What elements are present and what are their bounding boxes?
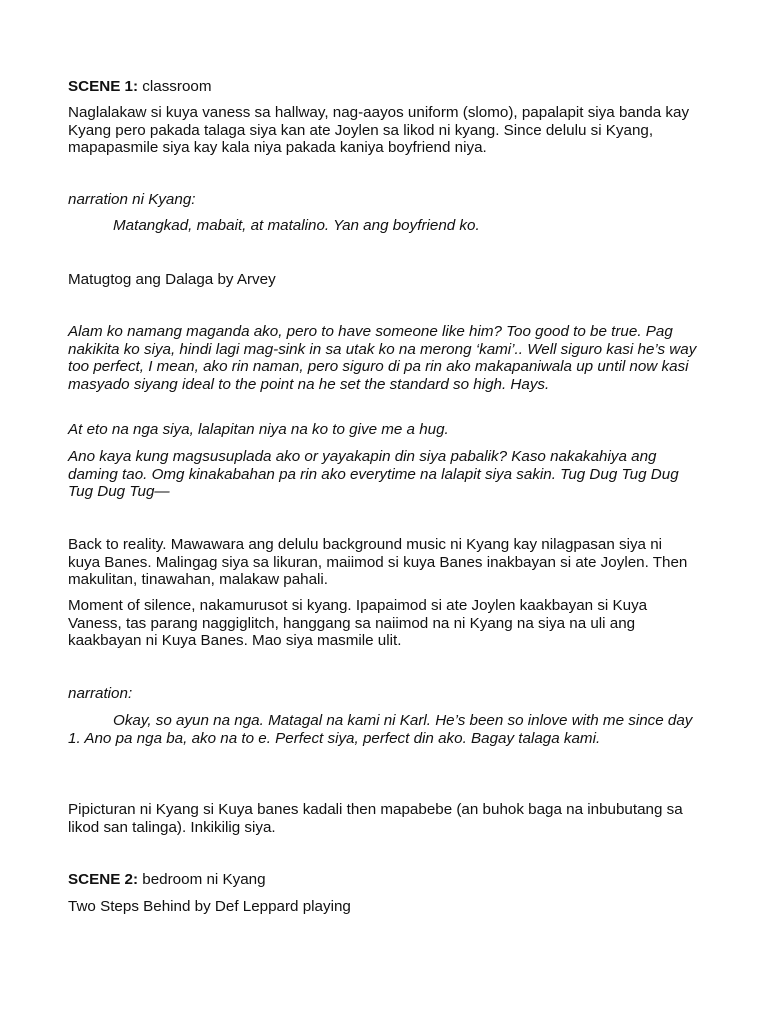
music-cue-def-leppard: Two Steps Behind by Def Leppard playing	[68, 898, 351, 915]
scene-1-heading	[68, 78, 698, 96]
picture-paragraph: Pipicturan ni Kyang si Kuya banes kadali then mapabebe (an buhok baga na inbubutang sa likod san talinga). Inkikilig siya.	[68, 801, 683, 836]
narration-kyang-label: narration ni Kyang:	[68, 191, 196, 208]
kyang-monologue-3: Ano kaya kung magsusuplada ako or yayakapin din siya pabalik? Kaso nakakahiya ang daming tao. Omg kinakabahan pa rin ako everytime na lalapit siya sakin. Tug Dug Tug Dug Tug Dug Tug—	[68, 448, 679, 501]
scene-2-heading	[68, 871, 698, 889]
kyang-monologue-2: At eto na nga siya, lalapitan niya na ko to give me a hug.	[68, 421, 449, 438]
kyang-monologue-1: Alam ko namang maganda ako, pero to have someone like him? Too good to be true. Pag nakikita ko siya, hindi lagi mag-sink in sa utak ko na merong ‘kami’.. Well siguro kasi he’s way too perfect, I mean, ako rin naman, pero siguro di pa rin ako makapaniwala up until now kasi masyado siyang ideal to the point na he set the standard so high. Hays.	[68, 323, 697, 393]
scene-2-location: bedroom ni Kyang	[138, 871, 266, 888]
moment-of-silence-paragraph: Moment of silence, nakamurusot si kyang. Ipapaimod si ate Joylen kaakbayan si Kuya Vaness, tas parang naggiglitch, hanggang sa naiimod na ni Kyang na siya na uli ang kaakbayan ni Kuya Banes. Mao siya masmile ulit.	[68, 597, 648, 650]
scene-1-location: classroom	[138, 78, 212, 95]
narration-text: Okay, so ayun na nga. Matagal na kami ni Karl. He’s been so inlove with me since day 1. Ano pa nga ba, ako na to e. Perfect siya, perfect din ako. Bagay talaga kami.	[68, 712, 693, 747]
back-to-reality-paragraph: Back to reality. Mawawara ang delulu background music ni Kyang kay nilagpasan siya ni kuya Banes. Malingag siya sa likuran, maiimod si kuya Banes inakbayan si ate Joylen. Then makulitan, tinawahan, malakaw pahali.	[68, 536, 688, 589]
scene-2-label: SCENE 2:	[68, 871, 139, 888]
scene-1-description: Naglalakaw si kuya vaness sa hallway, nag-aayos uniform (slomo), papalapit siya banda kay Kyang pero pakada talaga siya kan ate Joylen sa likod ni kyang. Since delulu si Kyang, mapapasmile siya kay kala niya pakada kaniya boyfriend niya.	[68, 104, 690, 157]
narration-label: narration:	[68, 685, 133, 702]
document-page	[68, 0, 698, 1024]
narration-kyang-line: Matangkad, mabait, at matalino. Yan ang boyfriend ko.	[113, 217, 480, 234]
scene-1-label: SCENE 1:	[68, 78, 139, 95]
music-cue-dalaga: Matugtog ang Dalaga by Arvey	[68, 271, 276, 288]
